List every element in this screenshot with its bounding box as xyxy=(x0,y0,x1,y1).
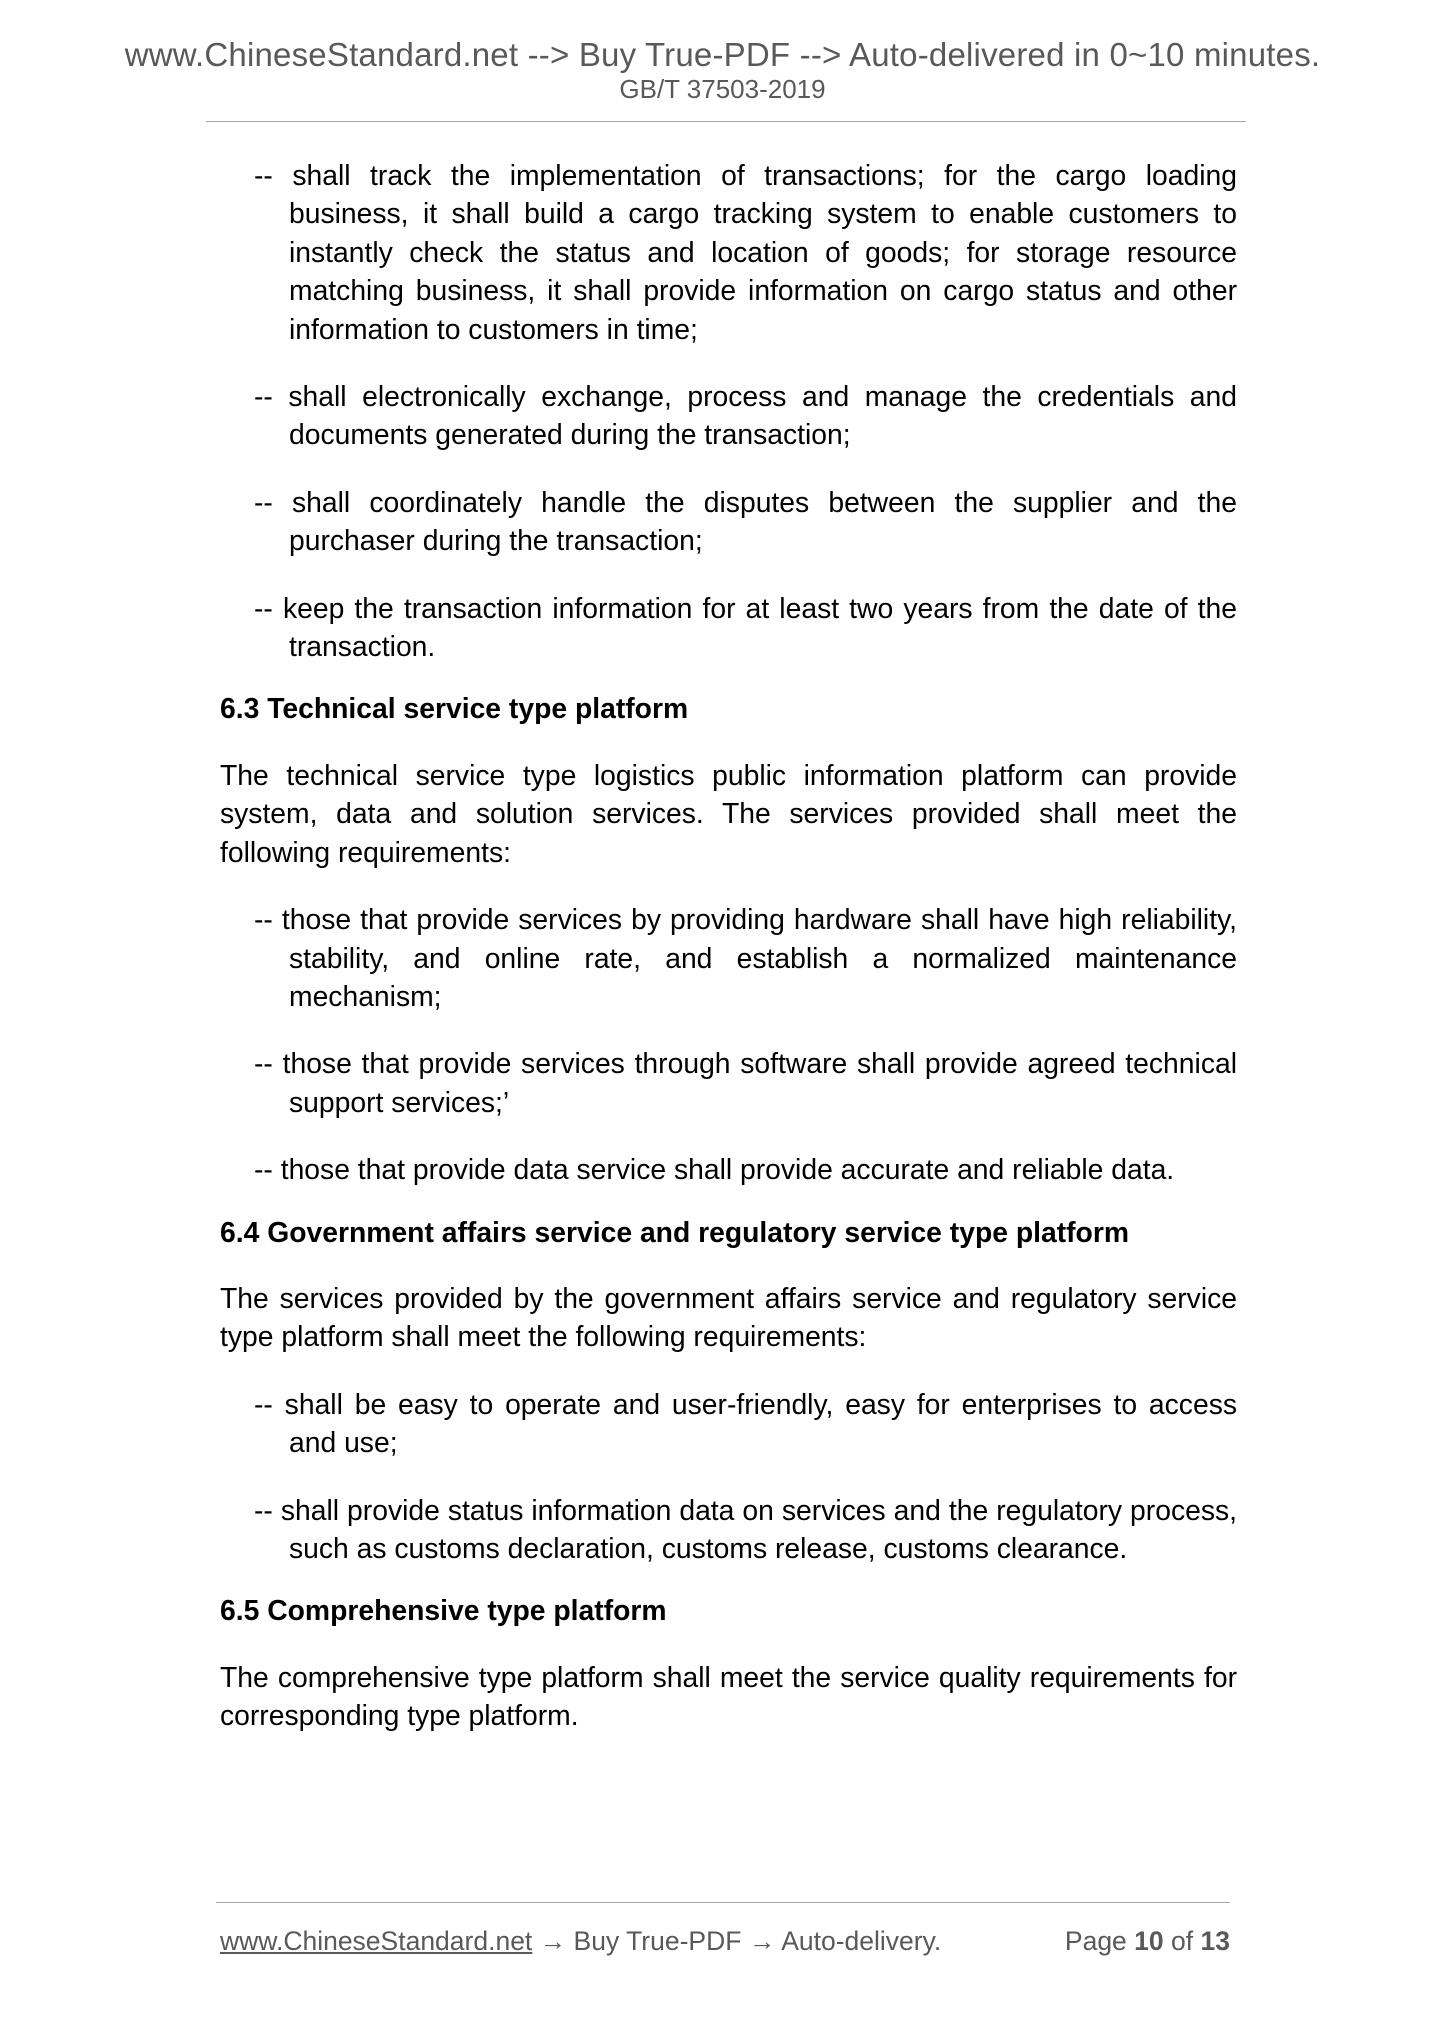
list-item: -- those that provide services through software shall provide agreed technical support services;’ xyxy=(254,1047,1237,1118)
list-item: -- shall coordinately handle the disputes between the supplier and the purchaser during the transaction; xyxy=(254,485,1237,557)
page-footer xyxy=(220,1926,1230,1957)
footer-delivery-text: Auto-delivery. xyxy=(781,1926,942,1956)
section-intro-6-4: The services provided by the government affairs service and regulatory service type platform shall meet the following requirements: xyxy=(220,1281,1237,1353)
page-indicator xyxy=(1065,1926,1230,1957)
footer-divider xyxy=(216,1902,1230,1903)
section-intro-6-3: The technical service type logistics public information platform can provide system, data and solution services. The services provided shall meet the following requirements: xyxy=(220,758,1237,868)
list-item: -- shall electronically exchange, process and manage the credentials and documents generated during the transaction; xyxy=(254,380,1237,451)
document-body xyxy=(220,156,1237,1764)
section-heading-6-5: 6.5 Comprehensive type platform xyxy=(220,1594,667,1627)
section-intro-6-5: The comprehensive type platform shall meet the service quality requirements for corresponding type platform. xyxy=(220,1660,1237,1732)
list-item: -- shall be easy to operate and user-friendly, easy for enterprises to access and use; xyxy=(254,1387,1237,1459)
arrow-icon: → xyxy=(539,1926,567,1956)
footer-site-link[interactable]: www.ChineseStandard.net xyxy=(220,1926,533,1956)
document-id: GB/T 37503-2019 xyxy=(619,74,826,104)
list-item: -- shall provide status information data on services and the regulatory process, such as customs declaration, customs release, customs clearance. xyxy=(254,1493,1237,1564)
page-number: 10 xyxy=(1134,1926,1164,1956)
header-divider xyxy=(206,121,1246,122)
section-heading-6-4: 6.4 Government affairs service and regulatory service type platform xyxy=(220,1215,1130,1248)
page-label: Page xyxy=(1064,1926,1127,1956)
list-item: -- those that provide data service shall provide accurate and reliable data. xyxy=(254,1153,1175,1186)
list-item: -- keep the transaction information for at least two years from the date of the transaction. xyxy=(254,591,1237,663)
of-label: of xyxy=(1171,1926,1194,1956)
footer-buy-text: Buy True-PDF xyxy=(573,1926,742,1956)
list-item: -- those that provide services by providing hardware shall have high reliability, stability, and online rate, and establish a normalized maintenance mechanism; xyxy=(254,903,1237,1012)
arrow-icon: → xyxy=(748,1926,776,1956)
site-banner: www.ChineseStandard.net --> Buy True-PDF --> Auto-delivered in 0~10 minutes. xyxy=(124,36,1321,73)
list-item: -- shall track the implementation of transactions; for the cargo loading business, it shall build a cargo tracking system to enable customers to instantly check the status and location of goods; for storage resource matching business, it shall provide information on cargo status and other information to customers in time; xyxy=(254,159,1237,345)
page-total: 13 xyxy=(1200,1926,1230,1956)
section-heading-6-3: 6.3 Technical service type platform xyxy=(220,692,689,725)
